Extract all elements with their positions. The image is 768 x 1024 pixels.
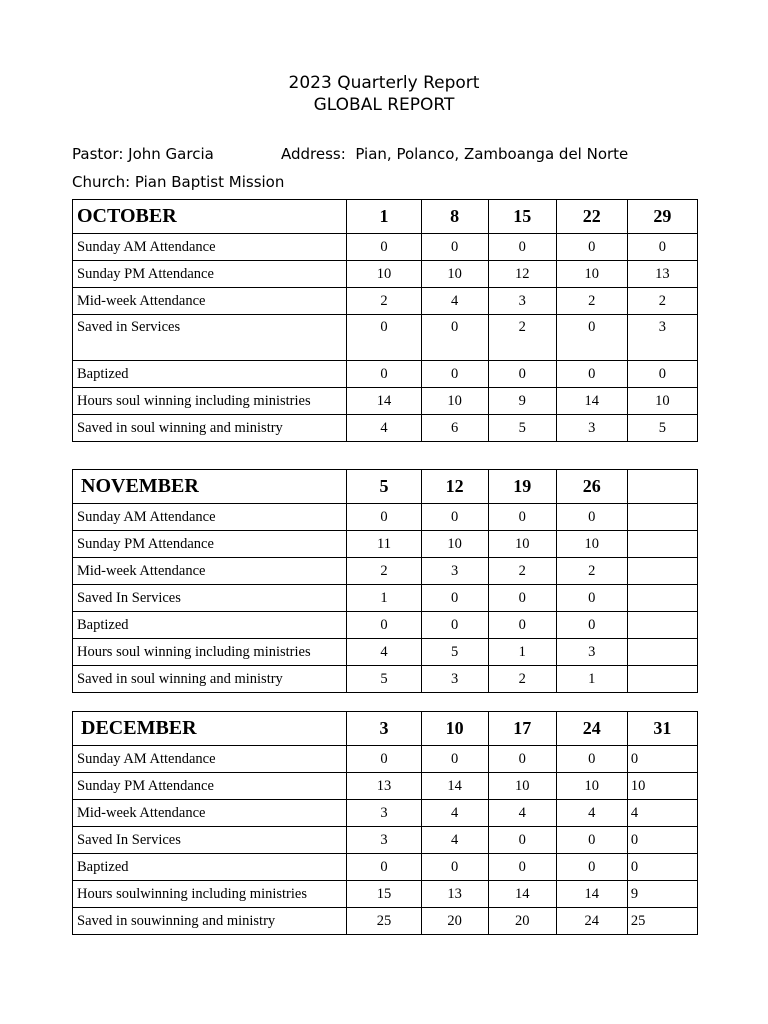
cell-value: 24 <box>556 908 627 935</box>
cell-value: 0 <box>347 504 421 531</box>
date-header: 22 <box>556 200 627 234</box>
cell-value: 5 <box>627 415 697 442</box>
cell-value: 4 <box>627 800 697 827</box>
cell-value: 20 <box>488 908 556 935</box>
report-subtitle: GLOBAL REPORT <box>313 95 455 115</box>
cell-value: 0 <box>347 746 421 773</box>
table-row <box>73 415 698 442</box>
row-label: Sunday AM Attendance <box>73 746 347 773</box>
cell-value: 13 <box>627 261 697 288</box>
table-row <box>73 666 698 693</box>
cell-value: 2 <box>347 558 421 585</box>
date-header: 26 <box>556 470 627 504</box>
date-header: 29 <box>627 200 697 234</box>
row-label: Saved in souwinning and ministry <box>73 908 347 935</box>
cell-value: 0 <box>627 827 697 854</box>
cell-value: 10 <box>488 531 556 558</box>
cell-value: 0 <box>488 746 556 773</box>
church-label: Church: Pian Baptist Mission <box>72 173 285 191</box>
row-label: Saved In Services <box>73 585 347 612</box>
cell-value: 9 <box>627 881 697 908</box>
cell-value: 10 <box>556 531 627 558</box>
cell-value: 0 <box>556 315 627 361</box>
cell-value: 4 <box>421 288 488 315</box>
table-row <box>73 827 698 854</box>
cell-value: 0 <box>421 746 488 773</box>
cell-value <box>627 558 697 585</box>
cell-value: 10 <box>556 261 627 288</box>
date-header: 24 <box>556 712 627 746</box>
cell-value: 0 <box>488 827 556 854</box>
row-label: Sunday AM Attendance <box>73 504 347 531</box>
cell-value: 4 <box>347 415 421 442</box>
cell-value: 0 <box>627 361 697 388</box>
table-row <box>73 361 698 388</box>
cell-value: 11 <box>347 531 421 558</box>
report-title: 2023 Quarterly Report <box>288 73 480 93</box>
cell-value: 5 <box>421 639 488 666</box>
cell-value: 2 <box>488 558 556 585</box>
cell-value: 3 <box>421 666 488 693</box>
pastor-label: Pastor: John Garcia <box>72 145 214 163</box>
row-label: Baptized <box>73 612 347 639</box>
cell-value: 14 <box>488 881 556 908</box>
table-row <box>73 908 698 935</box>
date-header: 12 <box>421 470 488 504</box>
cell-value: 15 <box>347 881 421 908</box>
row-label: Mid-week Attendance <box>73 558 347 585</box>
cell-value: 20 <box>421 908 488 935</box>
cell-value: 4 <box>347 639 421 666</box>
date-header: 19 <box>488 470 556 504</box>
cell-value: 0 <box>627 854 697 881</box>
cell-value: 0 <box>421 234 488 261</box>
cell-value: 2 <box>488 666 556 693</box>
row-label: Mid-week Attendance <box>73 800 347 827</box>
cell-value <box>627 639 697 666</box>
date-header: 10 <box>421 712 488 746</box>
cell-value: 0 <box>421 854 488 881</box>
row-label: Sunday PM Attendance <box>73 773 347 800</box>
cell-value: 0 <box>347 361 421 388</box>
cell-value: 4 <box>421 800 488 827</box>
cell-value: 0 <box>556 612 627 639</box>
table-row <box>73 585 698 612</box>
cell-value: 1 <box>556 666 627 693</box>
cell-value: 0 <box>556 827 627 854</box>
cell-value: 0 <box>488 854 556 881</box>
cell-value: 0 <box>347 854 421 881</box>
table-header-row <box>73 470 698 504</box>
cell-value: 0 <box>421 315 488 361</box>
cell-value: 5 <box>488 415 556 442</box>
cell-value: 10 <box>421 261 488 288</box>
cell-value: 1 <box>347 585 421 612</box>
cell-value: 10 <box>627 388 697 415</box>
cell-value: 0 <box>488 234 556 261</box>
cell-value: 12 <box>488 261 556 288</box>
cell-value: 2 <box>556 288 627 315</box>
cell-value: 3 <box>556 639 627 666</box>
cell-value <box>627 666 697 693</box>
october-table <box>72 199 698 442</box>
cell-value: 14 <box>421 773 488 800</box>
cell-value: 0 <box>488 612 556 639</box>
cell-value: 1 <box>488 639 556 666</box>
date-header: 15 <box>488 200 556 234</box>
row-label: Saved in soul winning and ministry <box>73 415 347 442</box>
row-label: Hours soulwinning including ministries <box>73 881 347 908</box>
cell-value: 10 <box>627 773 697 800</box>
table-row <box>73 854 698 881</box>
table-row <box>73 746 698 773</box>
cell-value: 0 <box>627 234 697 261</box>
table-row <box>73 288 698 315</box>
table-row <box>73 504 698 531</box>
cell-value: 0 <box>421 504 488 531</box>
table-row <box>73 261 698 288</box>
cell-value: 3 <box>627 315 697 361</box>
cell-value: 4 <box>421 827 488 854</box>
cell-value: 3 <box>556 415 627 442</box>
cell-value: 3 <box>488 288 556 315</box>
table-row <box>73 881 698 908</box>
row-label: Saved In Services <box>73 827 347 854</box>
cell-value: 0 <box>556 504 627 531</box>
cell-value <box>627 504 697 531</box>
date-header: 8 <box>421 200 488 234</box>
cell-value: 13 <box>347 773 421 800</box>
cell-value: 0 <box>556 746 627 773</box>
cell-value: 0 <box>556 361 627 388</box>
cell-value: 13 <box>421 881 488 908</box>
table-row <box>73 612 698 639</box>
cell-value: 0 <box>421 585 488 612</box>
row-label: Hours soul winning including ministries <box>73 639 347 666</box>
cell-value: 10 <box>347 261 421 288</box>
cell-value: 2 <box>627 288 697 315</box>
row-label: Hours soul winning including ministries <box>73 388 347 415</box>
cell-value: 0 <box>627 746 697 773</box>
cell-value: 9 <box>488 388 556 415</box>
row-label: Sunday PM Attendance <box>73 261 347 288</box>
cell-value: 0 <box>347 612 421 639</box>
cell-value: 25 <box>627 908 697 935</box>
table-row <box>73 531 698 558</box>
table-row <box>73 234 698 261</box>
cell-value <box>627 612 697 639</box>
december-table <box>72 711 698 935</box>
date-header: 31 <box>627 712 697 746</box>
row-label: Baptized <box>73 361 347 388</box>
cell-value: 2 <box>347 288 421 315</box>
table-row <box>73 388 698 415</box>
cell-value: 5 <box>347 666 421 693</box>
cell-value: 6 <box>421 415 488 442</box>
cell-value: 4 <box>488 800 556 827</box>
table-row <box>73 800 698 827</box>
cell-value: 3 <box>421 558 488 585</box>
cell-value: 4 <box>556 800 627 827</box>
month-name: OCTOBER <box>73 200 347 234</box>
month-name: NOVEMBER <box>73 470 347 504</box>
cell-value: 10 <box>421 531 488 558</box>
date-header: 5 <box>347 470 421 504</box>
table-row <box>73 315 698 361</box>
date-header <box>627 470 697 504</box>
cell-value: 0 <box>488 504 556 531</box>
cell-value: 10 <box>421 388 488 415</box>
date-header: 3 <box>347 712 421 746</box>
row-label: Mid-week Attendance <box>73 288 347 315</box>
date-header: 17 <box>488 712 556 746</box>
cell-value: 0 <box>556 854 627 881</box>
table-row <box>73 773 698 800</box>
cell-value: 0 <box>488 585 556 612</box>
cell-value: 10 <box>488 773 556 800</box>
cell-value: 0 <box>556 234 627 261</box>
cell-value: 0 <box>347 315 421 361</box>
cell-value: 0 <box>421 361 488 388</box>
date-header: 1 <box>347 200 421 234</box>
cell-value: 2 <box>488 315 556 361</box>
row-label: Saved in Services <box>73 315 347 361</box>
cell-value: 0 <box>488 361 556 388</box>
row-label: Baptized <box>73 854 347 881</box>
cell-value: 10 <box>556 773 627 800</box>
table-row <box>73 639 698 666</box>
row-label: Sunday AM Attendance <box>73 234 347 261</box>
table-header-row <box>73 200 698 234</box>
month-name: DECEMBER <box>73 712 347 746</box>
cell-value: 14 <box>556 881 627 908</box>
cell-value: 0 <box>347 234 421 261</box>
cell-value: 2 <box>556 558 627 585</box>
cell-value: 3 <box>347 800 421 827</box>
cell-value: 14 <box>347 388 421 415</box>
cell-value: 0 <box>421 612 488 639</box>
cell-value: 14 <box>556 388 627 415</box>
table-header-row <box>73 712 698 746</box>
cell-value <box>627 585 697 612</box>
cell-value: 0 <box>556 585 627 612</box>
row-label: Sunday PM Attendance <box>73 531 347 558</box>
row-label: Saved in soul winning and ministry <box>73 666 347 693</box>
cell-value: 3 <box>347 827 421 854</box>
cell-value <box>627 531 697 558</box>
address-label: Address: Pian, Polanco, Zamboanga del Norte <box>281 145 629 163</box>
cell-value: 25 <box>347 908 421 935</box>
table-row <box>73 558 698 585</box>
november-table <box>72 469 698 693</box>
